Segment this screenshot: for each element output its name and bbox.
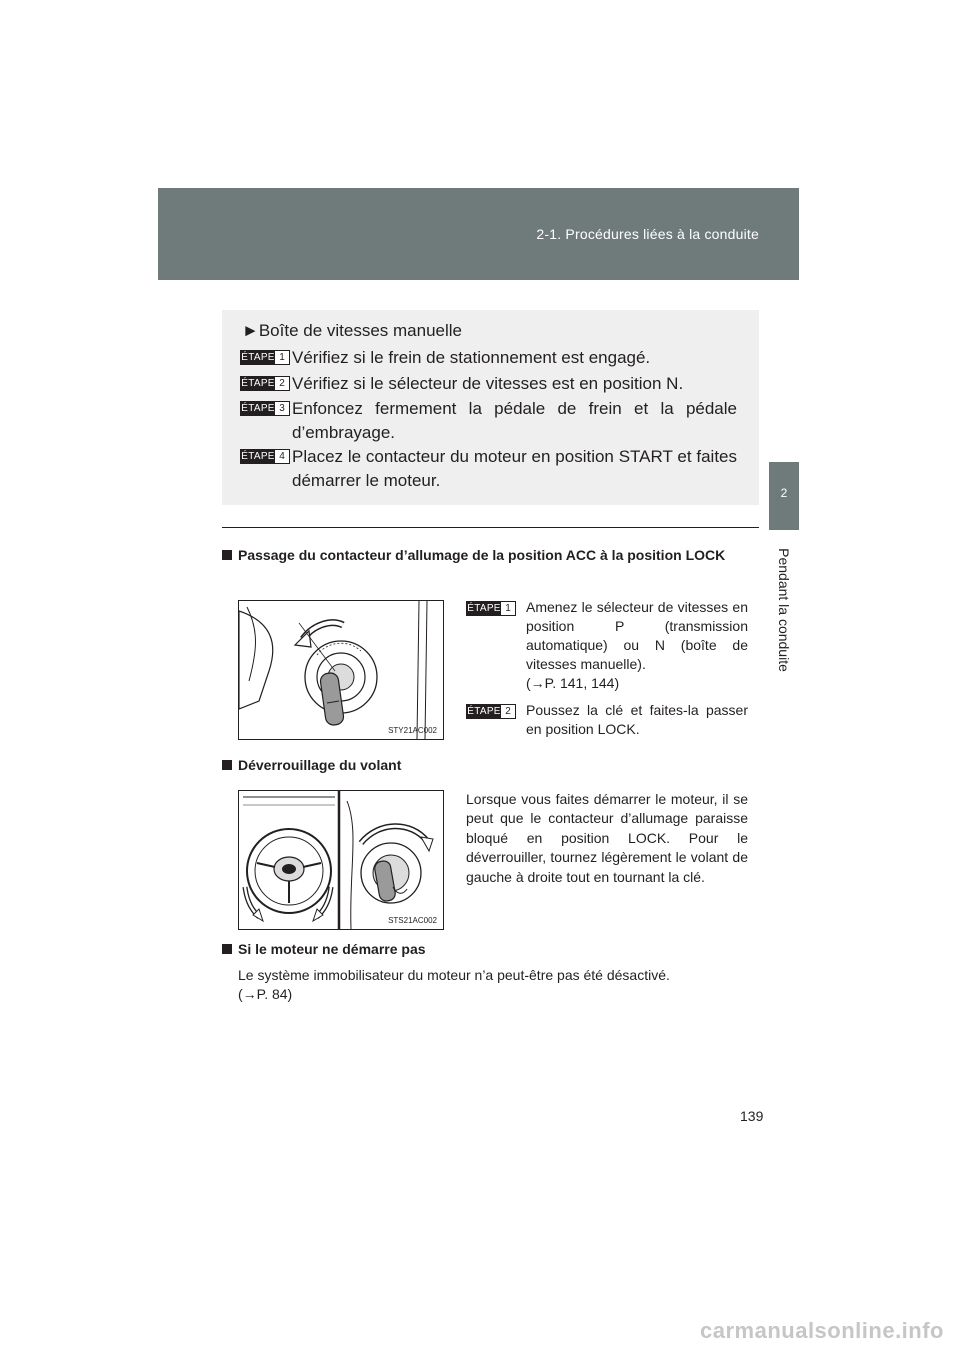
section-heading: Passage du contacteur d’allumage de la position ACC à la position LOCK <box>222 544 756 566</box>
step-text: Poussez la clé et faites-la passer en position LOCK. <box>526 702 748 737</box>
step-badge: ÉTAPE 4 <box>240 449 290 464</box>
step-text: Enfoncez fermement la pédale de frein et la pédale d’embrayage. <box>292 399 737 442</box>
bullet-square-icon <box>222 550 232 560</box>
step-row <box>240 397 737 445</box>
step-row <box>240 372 737 396</box>
steering-wheel-figure <box>238 790 444 930</box>
step-text: Placez le contacteur du moteur en position START et faites démarrer le moteur. <box>292 447 737 490</box>
step-row <box>240 445 737 493</box>
steering-unlock-text: Lorsque vous faites démarrer le moteur, il se peut que le contacteur d’allumage paraisse bloqué en position LOCK. Pour le déverrouiller, tournez légèrement le volant de gauche à droite tout en tournant la clé. <box>466 791 748 885</box>
section-heading: Si le moteur ne démarre pas <box>222 938 426 960</box>
step-badge: ÉTAPE 1 <box>240 350 290 365</box>
bullet-square-icon <box>222 944 232 954</box>
section-title: 2-1. Procédures liées à la conduite <box>536 226 759 242</box>
step-text: Amenez le sélecteur de vitesses en position P (transmission automatique) ou N (boîte de vitesses manuelle). (→P. 141, 144) <box>526 599 748 691</box>
step-row <box>466 598 748 693</box>
step-row <box>466 701 748 739</box>
page-number: 139 <box>740 1108 764 1124</box>
watermark: carmanualsonline.info <box>700 1318 944 1343</box>
header-band <box>158 188 799 280</box>
step-badge: ÉTAPE 1 <box>466 601 516 616</box>
step-badge: ÉTAPE 2 <box>240 376 290 391</box>
manual-transmission-box <box>222 310 759 505</box>
figure-code: STS21AC002 <box>388 916 437 925</box>
step-text: Vérifiez si le sélecteur de vitesses est en position N. <box>292 374 684 393</box>
step-badge: ÉTAPE 3 <box>240 401 290 416</box>
chapter-label: Pendant la conduite <box>776 548 792 672</box>
section-heading: Déverrouillage du volant <box>222 754 401 776</box>
page-reference: (→P. 141, 144) <box>526 675 620 691</box>
ignition-key-figure <box>238 600 444 740</box>
chapter-number: 2 <box>780 486 788 500</box>
engine-start-text: Le système immobilisateur du moteur n’a peut-être pas été désactivé. (→P. 84) <box>238 967 670 1003</box>
section-divider <box>222 527 759 528</box>
chapter-tab <box>769 462 799 530</box>
ignition-key-illustration <box>239 601 443 739</box>
box-heading: ►Boîte de vitesses manuelle <box>242 321 462 340</box>
step-badge: ÉTAPE 2 <box>466 704 516 719</box>
figure-code: STY21AC002 <box>388 726 437 735</box>
steering-wheel-illustration <box>239 791 443 929</box>
step-text: Vérifiez si le frein de stationnement est engagé. <box>292 348 651 367</box>
step-row <box>240 346 737 370</box>
page-reference: (→P. 84) <box>238 986 293 1003</box>
bullet-square-icon <box>222 760 232 770</box>
